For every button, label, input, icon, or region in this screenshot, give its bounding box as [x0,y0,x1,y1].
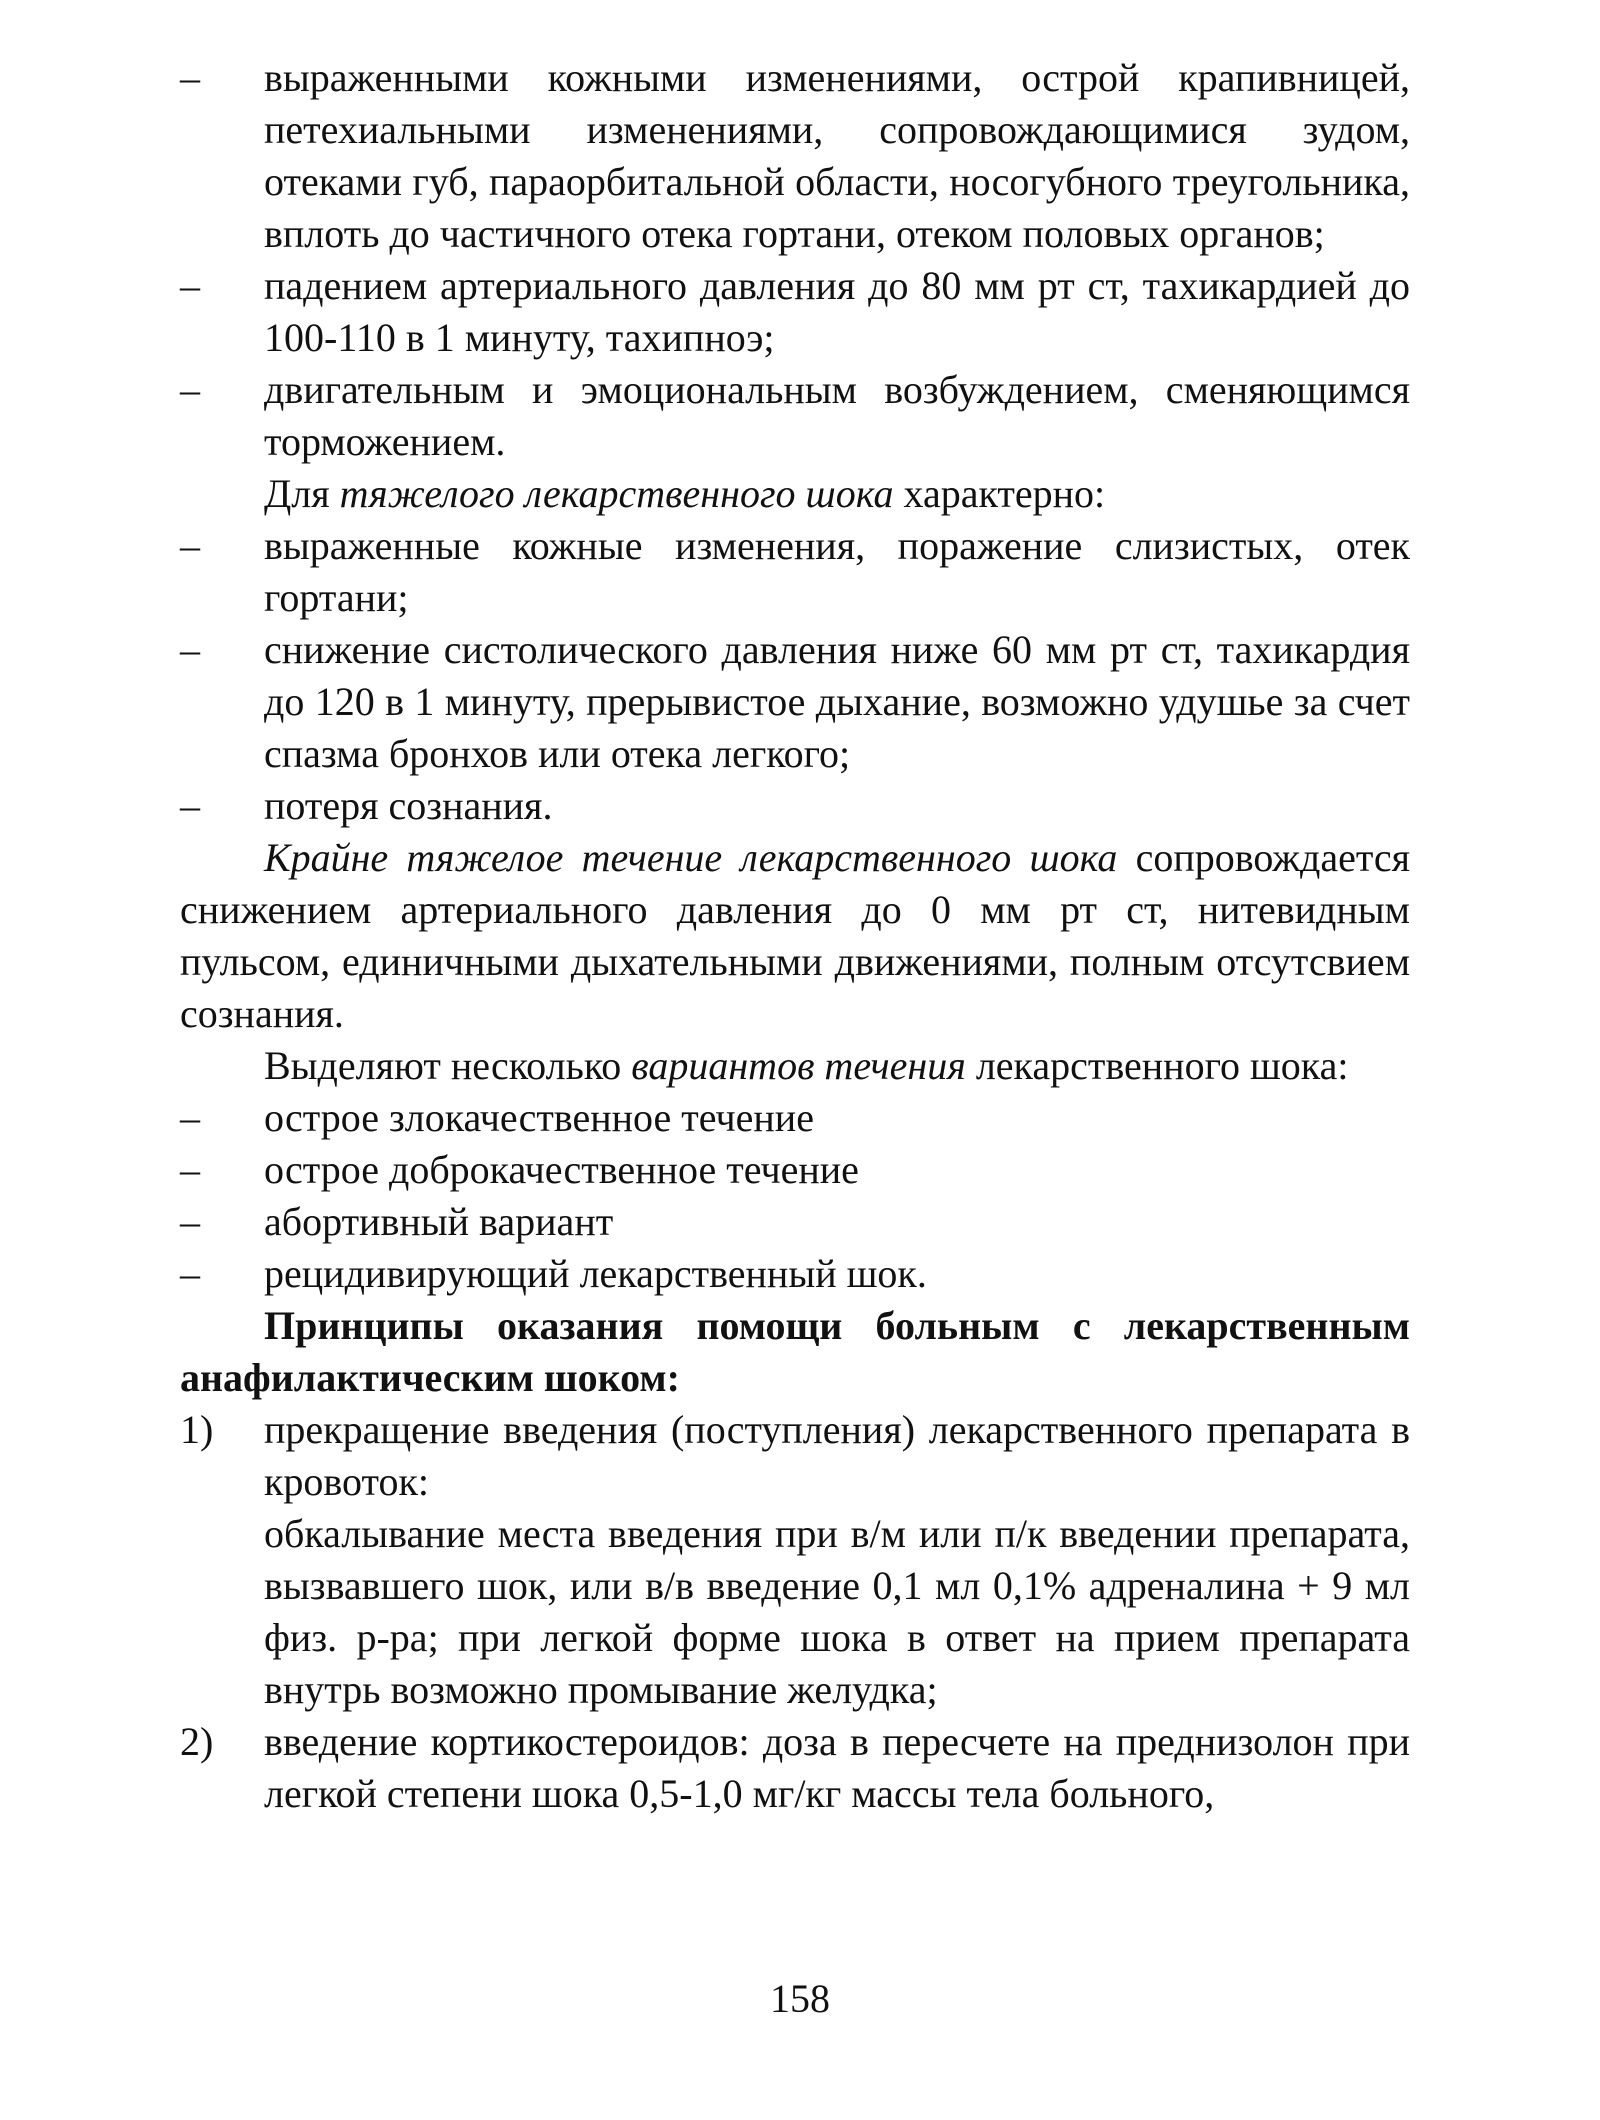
list-item [180,1092,1410,1144]
list-item-text: рецидивирующий лекарственный шок. [264,1251,927,1296]
list-dash: – [180,1147,200,1192]
list-dash: – [180,263,200,308]
list-item-text: двигательным и эмоциональным возбуждением, сменяющимся торможением. [264,367,1410,464]
list-dash: – [180,1199,200,1244]
italic-term: вариантов течения [631,1043,966,1088]
text-run: Выделяют несколько [264,1043,632,1088]
symptoms-list-moderate [180,52,1410,468]
list-item-text: падением артериального давления до 80 мм рт ст, тахикардией до 100-110 в 1 минуту, тахипноэ; [264,263,1410,360]
severe-shock-intro [180,468,1410,520]
variants-list [180,1092,1410,1300]
list-item-text: острое доброкачественное течение [264,1147,859,1192]
list-dash: – [180,367,200,412]
list-item-text: снижение систолического давления ниже 60 мм рт ст, тахикардия до 120 в 1 минуту, прерывистое дыхание, возможно удушье за счет спазма бронхов или отека легкого; [264,627,1410,776]
text-run: характерно: [893,471,1106,516]
item-number: 1) [180,1407,214,1452]
list-item [180,520,1410,624]
principles-heading: Принципы оказания помощи больным с лекарственным анафилактическим шоком: [180,1303,1410,1400]
page-number: 158 [770,1976,830,2021]
list-item [180,624,1410,780]
symptoms-list-severe [180,520,1410,832]
italic-term: Крайне тяжелое течение лекарственного шока [264,835,1118,880]
list-item-text: абортивный вариант [264,1199,614,1244]
list-dash: – [180,1251,200,1296]
numbered-item [180,1404,1410,1508]
list-item-text: прекращение введения (поступления) лекарственного препарата в кровоток: [264,1407,1410,1504]
list-dash: – [180,783,200,828]
extreme-shock-paragraph [180,832,1410,1040]
list-item-text: острое злокачественное течение [264,1095,814,1140]
list-item [180,1144,1410,1196]
principles-list [180,1404,1410,1820]
numbered-item [180,1716,1410,1820]
list-dash: – [180,1095,200,1140]
variants-intro [180,1040,1410,1092]
text-run: сопровождается снижением артериального давления до 0 мм рт ст, нитевидным пульсом, единичными дыхательными движениями, полным отсутсвием сознания. [180,835,1410,1036]
text-run: Для [264,471,340,516]
list-item [180,364,1410,468]
list-item [180,52,1410,260]
list-item-text: выраженные кожные изменения, поражение слизистых, отек гортани; [264,523,1410,620]
text-run: лекарственного шока: [965,1043,1349,1088]
numbered-item-detail: обкалывание места введения при в/м или п/к введении препарата, вызвавшего шок, или в/в введение 0,1 мл 0,1% адреналина + 9 мл физ. р-ра; при легкой форме шока в ответ на прием препарата внутрь возможно промывание желудка; [264,1511,1410,1712]
list-dash: – [180,55,200,100]
list-item [180,1196,1410,1248]
list-dash: – [180,523,200,568]
list-item [180,260,1410,364]
list-item [180,780,1410,832]
list-dash: – [180,627,200,672]
list-item-text: выраженными кожными изменениями, острой крапивницей, петехиальными изменениями, сопровождающимися зудом, отеками губ, параорбитальной области, носогубного треугольника, вплоть до частичного отека гортани, отеком половых органов; [264,55,1410,256]
page-content [180,52,1410,1820]
list-item-text: введение кортикостероидов: доза в пересчете на преднизолон при легкой степени шока 0,5-1,0 мг/кг массы тела больного, [264,1719,1410,1816]
italic-term: тяжелого лекарственного шока [339,471,894,516]
item-number: 2) [180,1719,214,1764]
list-item-text: потеря сознания. [264,783,553,828]
list-item [180,1248,1410,1300]
